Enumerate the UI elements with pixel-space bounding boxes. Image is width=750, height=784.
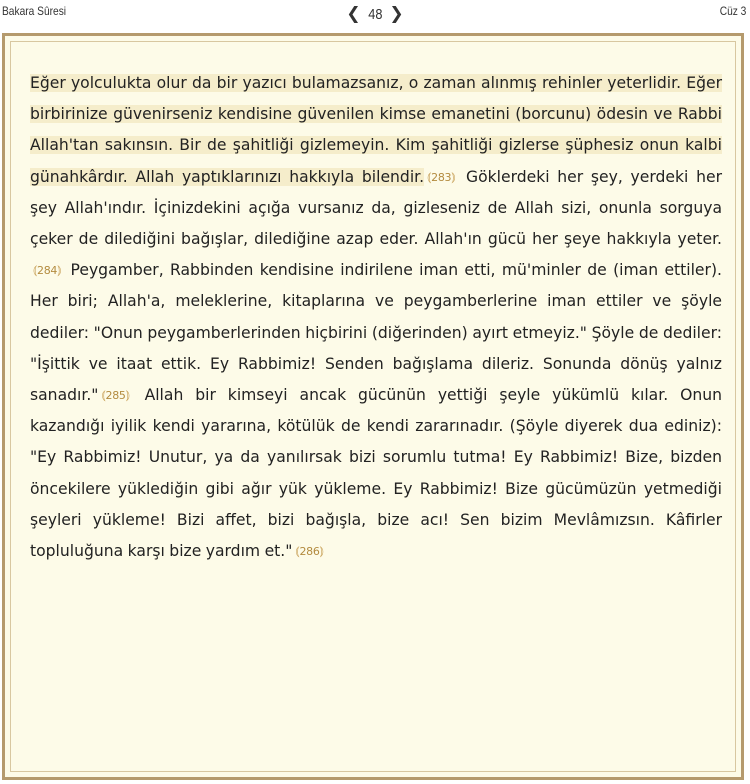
juz-label[interactable]: Cüz 3 xyxy=(719,4,746,18)
ornament-left-icon: ⦅ xyxy=(101,388,106,404)
verse-marker-285[interactable] xyxy=(101,380,129,411)
chevron-right-icon[interactable]: ❯ xyxy=(389,3,404,24)
verse-number-286: 286 xyxy=(299,545,320,559)
ornament-left-icon: ⦅ xyxy=(427,169,432,185)
translation-text xyxy=(30,68,722,567)
ornament-right-icon: ⦆ xyxy=(125,388,130,404)
verse-marker-286[interactable] xyxy=(295,536,323,567)
verse-marker-283[interactable] xyxy=(427,162,455,193)
page-frame xyxy=(2,33,744,780)
chevron-left-icon[interactable]: ❮ xyxy=(346,3,361,24)
page-navigator xyxy=(335,1,415,27)
verse-285-text[interactable]: Peygamber, Rabbinden kendisine indirilene iman etti, mü'minler de (iman ettiler). Her biri; Allah'a, meleklerine, kitaplarına ve peygamberlerine iman ettiler ve şöyle dediler: "Onun peygamberlerinden hiçbirini (diğerinden) ayırt etmeyiz." Şöyle de dediler: "İşittik ve itaat ettik. Ey Rabbimiz! Senden bağışlama dileriz. Sonunda dönüş yalnız sanadır." xyxy=(30,261,722,405)
verse-286-text[interactable]: Allah bir kimseyi ancak gücünün yettiği şeyle yükümlü kılar. Onun kazandığı iyilik kendi yararına, kötülük de kendi zararınadır. (Şöyle diyerek dua ediniz): "Ey Rabbimiz! Unutur, ya da yanılırsak bizi sorumlu tutma! Ey Rabbimiz! Bize, bizden öncekilere yüklediğin gibi ağır yük yükleme. Ey Rabbimiz! Bize gücümüzün yetmediği şeyleri yükleme! Bizi affet, bizi bağışla, bize acı! Sen bizim Mevlâmızsın. Kâfirler topluluğuna karşı bize yardım et." xyxy=(30,386,723,561)
page-number[interactable]: 48 xyxy=(367,5,383,23)
top-bar xyxy=(0,0,750,30)
verse-number-285: 285 xyxy=(105,389,126,403)
verse-number-284: 284 xyxy=(37,264,58,278)
ornament-right-icon: ⦆ xyxy=(319,544,324,560)
ornament-left-icon: ⦅ xyxy=(295,544,300,560)
verse-marker-284[interactable] xyxy=(33,255,61,286)
verse-283-text[interactable]: Eğer yolculukta olur da bir yazıcı bulamazsanız, o zaman alınmış rehinler yeterlidir. Eğer birbirinize güvenirseniz kendisine güvenilen kimse emanetini (borcunu) ödesin ve Rabbi Allah'tan sakınsın. Bir de şahitliği gizlemeyin. Kim şahitliği gizlerse şüphesiz onun kalbi günahkârdır. Allah yaptıklarınızı hakkıyla bilendir. xyxy=(30,74,722,186)
ornament-left-icon: ⦅ xyxy=(33,263,38,279)
surah-name[interactable]: Bakara Sûresi xyxy=(2,4,67,18)
ornament-right-icon: ⦆ xyxy=(57,263,62,279)
verse-284-text[interactable]: Göklerdeki her şey, yerdeki her şey Allah'ındır. İçinizdekini açığa vursanız da, gizleseniz de Allah sizi, onunla sorguya çeker de dilediğini bağışlar, dilediğine azap eder. Allah'ın gücü her şeye hakkıyla yeter. xyxy=(30,167,722,249)
verse-number-283: 283 xyxy=(431,170,452,184)
ornament-right-icon: ⦆ xyxy=(451,169,456,185)
